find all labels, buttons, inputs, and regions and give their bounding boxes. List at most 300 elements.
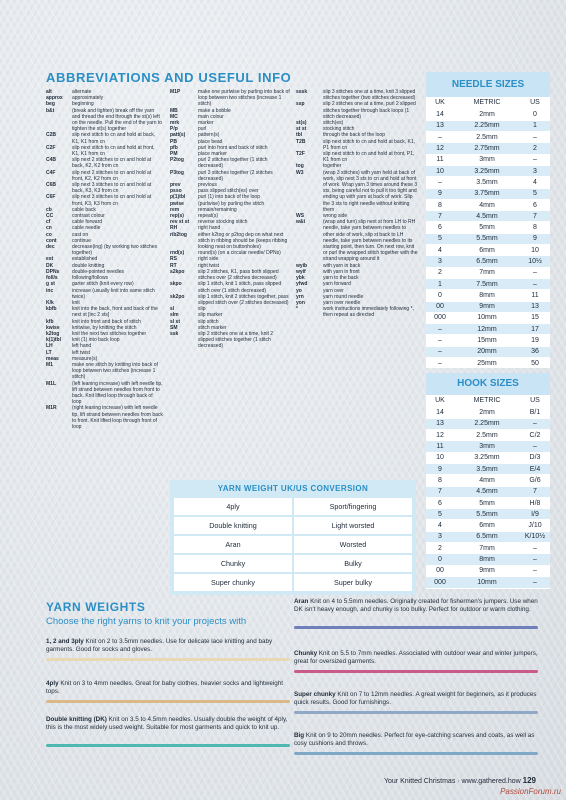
abbreviation-definition: (right leaning increase) with left needle tip, lift strand between needles from back to front. Knit lifted loop through front of loop: [72, 405, 163, 430]
abbreviation-term: C4F: [46, 169, 56, 176]
yarn-conversion-grid: [174, 498, 412, 593]
hook-size-cell: –: [520, 418, 550, 429]
needle-size-row: [426, 165, 550, 176]
abbreviation-term: DPNs: [46, 268, 60, 275]
abbreviation-definition: (wrap 3 stitches) with yarn held at back of work, slip next 3 sts to cn and hold at front of work. Wrap yarn 3 times around these 3 sts, being careful not to pull it too tight and ending up with yarn at back of work. Slip the 3 sts to right needle without knitting them: [323, 169, 418, 213]
needle-size-cell: 10: [426, 165, 454, 176]
hook-size-cell: C/2: [520, 430, 550, 441]
yarn-strand-image: [46, 700, 290, 703]
abbreviation-term: PB: [170, 138, 177, 145]
needle-size-cell: 19: [520, 335, 550, 346]
abbreviation-definition: slip next 2 stitches to cn and hold at front, K2, K2 from cn: [72, 169, 152, 182]
abbreviation-definition: continue: [72, 237, 91, 244]
abbreviation-term: st st: [296, 126, 307, 133]
needle-size-cell: 4.5mm: [454, 211, 520, 222]
hook-size-cell: –: [520, 441, 550, 452]
yarn-weight-description: [294, 732, 538, 749]
needle-sizes-table: [426, 97, 550, 369]
yarn-weights-title: YARN WEIGHTS: [46, 600, 146, 614]
abbreviation-definition: yarn to the back: [323, 275, 359, 282]
hook-size-row: [426, 407, 550, 418]
abbreviation-entry: [296, 170, 418, 213]
abbreviation-term: wyib: [296, 262, 308, 269]
yarn-uk-weight: Chunky: [174, 555, 292, 572]
abbreviations-column-3: [296, 89, 418, 319]
abbreviation-term: yrn: [296, 293, 304, 300]
abbreviation-term: *: [296, 306, 298, 313]
needle-size-cell: 5mm: [454, 222, 520, 233]
hook-size-row: [426, 509, 550, 520]
abbreviations-column-2: [170, 89, 290, 350]
hook-size-cell: 3mm: [454, 441, 520, 452]
abbreviation-definition: established: [72, 256, 98, 263]
abbreviation-definition: purl (1) into back of the loop: [198, 194, 260, 201]
hook-size-cell: 3: [426, 531, 454, 542]
abbreviation-term: rnd(s): [170, 250, 185, 257]
abbreviation-entry: [46, 362, 163, 381]
needle-size-cell: 11: [520, 290, 550, 301]
yarn-weight-name: Big: [294, 732, 305, 739]
abbreviation-definition: right hand: [198, 225, 221, 232]
needle-size-row: [426, 278, 550, 289]
needle-size-cell: 1: [520, 120, 550, 131]
abbreviation-term: P/p: [170, 126, 178, 133]
abbreviation-term: C6F: [46, 194, 56, 201]
yarn-weight-text: Knit on 7 to 12mm needles. A great weight for beginners, as it produces quick results. Good for furnishings.: [294, 691, 537, 707]
abbreviation-term: w&t: [296, 219, 306, 226]
abbreviation-term: DK: [46, 262, 54, 269]
abbreviation-term: co: [46, 231, 52, 238]
abbreviation-definition: marker: [198, 120, 214, 127]
abbreviation-definition: make a bobble: [198, 107, 231, 114]
abbreviation-term: W3: [296, 169, 304, 176]
abbreviation-term: yo: [296, 287, 302, 294]
abbreviation-definition: slip next 3 stitches to cn and hold at back, K3, K3 from cn: [72, 182, 152, 195]
abbreviation-term: inc: [46, 287, 54, 294]
needle-size-cell: –: [520, 154, 550, 165]
needle-size-cell: 2: [520, 143, 550, 154]
hook-size-cell: B/1: [520, 407, 550, 418]
needle-size-cell: 6: [426, 222, 454, 233]
abbreviation-definition: stitch(es): [323, 120, 344, 127]
abbreviation-term: tog: [296, 163, 304, 170]
abbreviation-definition: right side: [198, 256, 219, 263]
abbreviation-definition: slip 2 stitches, K1, pass both slipped stitches over (2 stitches decreased): [198, 268, 279, 282]
abbreviation-term: M1P: [170, 89, 181, 95]
needle-header-metric: METRIC: [473, 99, 501, 107]
needle-size-cell: 4: [426, 245, 454, 256]
needle-size-cell: 7: [520, 211, 550, 222]
hook-size-cell: 9mm: [454, 565, 520, 576]
hook-size-cell: –: [520, 565, 550, 576]
yarn-weight-name: Chunky: [294, 650, 318, 657]
needle-size-row: [426, 188, 550, 199]
abbreviation-term: T2B: [296, 138, 306, 145]
yarn-weight-description: [46, 680, 290, 697]
abbreviation-definition: cable forward: [72, 219, 103, 226]
abbreviation-definition: cable back: [72, 206, 96, 213]
needle-size-cell: 8: [426, 199, 454, 210]
abbreviations-column-1: [46, 89, 163, 430]
abbreviation-definition: pattern(s): [198, 132, 220, 139]
hook-size-cell: 6.5mm: [454, 531, 520, 542]
hook-header-uk: UK: [435, 397, 445, 405]
abbreviation-definition: round(s) (on a circular needle/ DPNs): [198, 250, 281, 257]
abbreviation-entry: [296, 219, 418, 262]
needle-size-cell: –: [520, 267, 550, 278]
needle-size-cell: 11: [426, 154, 454, 165]
hook-sizes-title: HOOK SIZES: [426, 373, 550, 395]
abbreviation-term: sl: [170, 306, 175, 313]
abbreviation-term: tbl: [296, 132, 303, 139]
yarn-weights-subtitle: Choose the right yarns to knit your projects with: [46, 616, 247, 627]
abbreviation-term: psso: [170, 188, 182, 195]
abbreviation-definition: work instructions immediately following *, then repeat as directed: [323, 306, 414, 319]
abbreviation-term: patt(s): [170, 132, 186, 139]
needle-size-cell: 15mm: [454, 335, 520, 346]
hook-sizes-table: [426, 395, 550, 588]
hook-sizes-box: [426, 373, 550, 589]
needle-size-cell: –: [426, 177, 454, 188]
needle-size-row: [426, 154, 550, 165]
abbreviation-term: sk2po: [170, 293, 185, 300]
abbreviation-definition: decrease(ing) (by working two stitches together): [72, 244, 158, 257]
abbreviation-definition: stitch marker: [198, 324, 227, 331]
yarn-uk-weight: Aran: [174, 536, 292, 553]
needle-size-cell: 13: [520, 301, 550, 312]
abbreviation-definition: approximately: [72, 95, 104, 102]
yarn-conversion-row: [174, 498, 412, 517]
needle-size-cell: 17: [520, 324, 550, 335]
hook-size-row: [426, 554, 550, 565]
hook-size-row: [426, 520, 550, 531]
needle-sizes-title: NEEDLE SIZES: [426, 72, 550, 97]
abbreviation-term: kbfb: [46, 306, 57, 313]
hook-size-cell: 4mm: [454, 475, 520, 486]
abbreviation-definition: cast on: [72, 231, 89, 238]
abbreviation-entry: [46, 244, 163, 256]
hook-header-metric: METRIC: [473, 397, 501, 405]
abbreviation-definition: together: [323, 163, 342, 170]
hook-size-cell: 5.5mm: [454, 509, 520, 520]
abbreviation-definition: purl 2 stitches together (1 stitch decreased): [198, 157, 268, 170]
needle-size-row: [426, 120, 550, 131]
abbreviation-term: P2tog: [170, 157, 184, 164]
yarn-weight-description: [46, 638, 290, 655]
hook-size-row: [426, 486, 550, 497]
needle-size-cell: 7mm: [454, 267, 520, 278]
abbreviation-entry: [46, 145, 163, 157]
abbreviation-term: rev st st: [170, 219, 190, 226]
abbreviation-definition: through the back of the loop: [323, 132, 385, 139]
abbreviation-definition: stocking stitch: [323, 126, 355, 133]
abbreviation-term: pfb: [170, 144, 178, 151]
needle-size-cell: 2mm: [454, 109, 520, 120]
abbreviation-entry: [170, 269, 290, 281]
abbreviation-term: skpo: [170, 281, 182, 288]
needle-size-row: [426, 245, 550, 256]
needle-size-cell: 6mm: [454, 245, 520, 256]
needle-size-cell: 36: [520, 346, 550, 357]
abbreviation-definition: yarn forward: [323, 281, 351, 288]
hook-size-cell: –: [520, 576, 550, 587]
hook-size-cell: K/10½: [520, 531, 550, 542]
abbreviation-definition: make one purlwise by purling into back of loop between two stitches (increase 1 stitch): [198, 89, 290, 108]
abbreviation-term: est: [46, 256, 54, 263]
page-title: ABBREVIATIONS AND USEFUL INFO: [46, 70, 292, 85]
yarn-conversion-row: [174, 517, 412, 536]
hook-size-cell: 12: [426, 430, 454, 441]
needle-sizes-box: [426, 72, 550, 368]
abbreviation-term: dec: [46, 244, 55, 251]
needle-size-cell: –: [520, 132, 550, 143]
needle-size-cell: –: [426, 324, 454, 335]
hook-size-row: [426, 430, 550, 441]
needle-size-cell: 14: [426, 109, 454, 120]
hook-size-cell: 6: [426, 497, 454, 508]
needle-size-cell: 8mm: [454, 290, 520, 301]
abbreviation-entry: [46, 405, 163, 430]
hook-size-cell: 000: [426, 576, 454, 587]
needle-size-cell: 2.25mm: [454, 120, 520, 131]
needle-size-cell: 5: [520, 188, 550, 199]
needle-size-row: [426, 312, 550, 323]
hook-size-cell: 14: [426, 407, 454, 418]
abbreviation-term: LT: [46, 349, 52, 356]
needle-size-row: [426, 222, 550, 233]
hook-size-cell: J/10: [520, 520, 550, 531]
abbreviation-entry: [170, 281, 290, 293]
hook-size-cell: 11: [426, 441, 454, 452]
abbreviation-entry: [46, 194, 163, 206]
abbreviation-term: k2tog: [46, 330, 60, 337]
abbreviation-term: RT: [170, 262, 177, 269]
yarn-strand-image: [294, 711, 538, 714]
abbreviation-definition: slip 2 stitches one at a time, purl 2 slipped stitches together through back loops (1 stitch decreased): [323, 101, 416, 120]
abbreviation-term: meas: [46, 355, 59, 362]
abbreviation-definition: wrong side: [323, 213, 348, 220]
abbreviation-definition: following/follows: [72, 275, 109, 282]
abbreviation-definition: slip next stitch to cn and hold at back, K1, K1 from cn: [72, 132, 156, 145]
needle-size-cell: 00: [426, 301, 454, 312]
needle-size-cell: 3.25mm: [454, 165, 520, 176]
needle-size-row: [426, 324, 550, 335]
abbreviation-term: LH: [46, 343, 53, 350]
abbreviation-entry: [46, 381, 163, 406]
abbreviation-definition: purl: [198, 126, 207, 133]
yarn-weight-name: Super chunky: [294, 691, 336, 698]
needle-size-cell: 3.5mm: [454, 177, 520, 188]
yarn-uk-weight: Double knitting: [174, 517, 292, 534]
abbreviation-term: pwise: [170, 200, 184, 207]
abbreviation-entry: [46, 108, 163, 133]
yarn-weight-text: Knit on 3 to 4mm needles. Great for baby clothes, heavier socks and lightweight tops.: [46, 680, 283, 696]
abbreviation-term: cont: [46, 237, 57, 244]
abbreviation-definition: either k2tog or p2tog dep on what next stitch in ribbing should be (keeps ribbing looking neat on buttonholes): [198, 231, 288, 251]
abbreviation-definition: slip 1 stitch, knit 1 stitch, pass slipped stitch over (1 stitch decreased): [198, 281, 282, 294]
abbreviation-term: yfwd: [296, 281, 308, 288]
abbreviation-term: RS: [170, 256, 177, 263]
hook-size-cell: 8: [426, 475, 454, 486]
abbreviation-term: sl st: [170, 318, 181, 325]
abbreviation-definition: double-pointed needles: [72, 268, 124, 275]
watermark: PassionForum.ru: [500, 787, 561, 796]
abbreviation-definition: knit (1) into back loop: [72, 337, 120, 344]
abbreviation-term: cf: [46, 219, 51, 226]
needle-size-cell: 0: [426, 290, 454, 301]
abbreviation-term: yon: [296, 299, 305, 306]
page-number: 129: [522, 776, 536, 785]
yarn-weight-description: [46, 716, 290, 733]
needle-size-row: [426, 143, 550, 154]
needle-size-row: [426, 199, 550, 210]
abbreviation-entry: [296, 89, 418, 101]
needle-size-row: [426, 256, 550, 267]
abbreviation-entry: [296, 151, 418, 163]
abbreviation-definition: measure(s): [72, 355, 98, 362]
needle-size-cell: 20mm: [454, 346, 520, 357]
abbreviation-term: C2F: [46, 144, 56, 151]
yarn-conversion-row: [174, 555, 412, 574]
hook-size-cell: I/9: [520, 509, 550, 520]
hook-size-cell: 4.5mm: [454, 486, 520, 497]
abbreviation-definition: left twist: [72, 349, 91, 356]
needle-size-cell: 50: [520, 358, 550, 369]
yarn-weight-name: 1, 2 and 3ply: [46, 638, 84, 645]
yarn-weight-text: Knit on 4 to 5.5mm needles. Originally created for fishermen's jumpers. Use when DK isn't heavy enough, and chunky is too bulky. Perfect for outdoor or warm clothing.: [294, 598, 538, 614]
abbreviation-term: MB: [170, 107, 178, 114]
abbreviation-definition: garter stitch (knit every row): [72, 281, 134, 288]
hook-size-row: [426, 441, 550, 452]
hook-size-cell: G/6: [520, 475, 550, 486]
abbreviation-term: rep(s): [170, 213, 184, 220]
yarn-conversion-box: [170, 480, 416, 595]
abbreviation-definition: previous: [198, 182, 217, 189]
abbreviation-term: ssk: [170, 330, 179, 337]
abbreviation-term: M1: [46, 361, 53, 368]
abbreviation-term: rib2tog: [170, 231, 187, 238]
abbreviation-term: s2kpo: [170, 268, 185, 275]
needle-size-cell: 7.5mm: [454, 278, 520, 289]
abbreviation-term: mrk: [170, 120, 180, 127]
needle-size-cell: 2: [426, 267, 454, 278]
abbreviation-definition: pass slipped stitch(es) over: [198, 188, 259, 195]
abbreviation-term: MC: [170, 113, 178, 120]
abbreviation-definition: purl 3 stitches together (2 stitches decreased): [198, 169, 273, 182]
abbreviation-term: C6B: [46, 182, 57, 189]
yarn-conversion-row: [174, 536, 412, 555]
footer-text: Your Knitted Christmas · www.gathered.how: [383, 778, 521, 785]
needle-size-cell: 5: [426, 233, 454, 244]
abbreviation-definition: slip next stitch to cn and hold at back, K1, P1 from cn: [323, 138, 415, 151]
abbreviation-term: slm: [170, 312, 179, 319]
abbreviation-definition: left hand: [72, 343, 92, 350]
abbreviation-definition: cable needle: [72, 225, 101, 232]
abbreviation-definition: slip 1 stitch, knit 2 stitches together, pass slipped stitch over (2 stitches decreased): [198, 293, 289, 306]
abbreviation-term: M1L: [46, 380, 56, 387]
abbreviation-entry: [296, 306, 418, 318]
abbreviation-definition: slip 3 stitches one at a time, knit 3 slipped stitches together (two stitches decreased): [323, 89, 416, 102]
yarn-us-weight: Light worsted: [294, 517, 412, 534]
yarn-weight-text: Knit on 5.5 to 7mm needles. Associated with outdoor wear and winter jumpers, great for oversized garments.: [294, 650, 538, 666]
abbreviation-definition: knit: [72, 299, 80, 306]
hook-size-cell: 10mm: [454, 576, 520, 587]
abbreviation-term: SM: [170, 324, 178, 331]
hook-size-row: [426, 475, 550, 486]
needle-size-cell: 3mm: [454, 154, 520, 165]
needle-size-cell: 3: [520, 165, 550, 176]
abbreviation-entry: [170, 232, 290, 251]
yarn-weight-description: [294, 691, 538, 708]
needle-size-cell: –: [520, 278, 550, 289]
hook-size-cell: 9: [426, 463, 454, 474]
hook-size-cell: 13: [426, 418, 454, 429]
needle-header-us: US: [530, 99, 540, 107]
abbreviation-term: alt: [46, 89, 52, 95]
needle-size-cell: –: [426, 132, 454, 143]
hook-header-us: US: [530, 397, 540, 405]
abbreviation-definition: (break and tighten) break off the yarn and thread the end through the st(s) left on the needle. Pull the end of the yarn to tighten the st(s) together: [72, 107, 163, 133]
abbreviation-definition: main colour: [198, 113, 224, 120]
needle-size-cell: 1: [426, 278, 454, 289]
needle-size-row: [426, 301, 550, 312]
needle-size-cell: 7: [426, 211, 454, 222]
abbreviation-definition: knitwise, by knitting the stitch: [72, 324, 137, 331]
needle-size-cell: 10mm: [454, 312, 520, 323]
yarn-weight-name: Aran: [294, 598, 309, 605]
abbreviation-definition: yarn over needle: [323, 299, 361, 306]
hook-size-cell: 7mm: [454, 543, 520, 554]
abbreviation-definition: yarn round needle: [323, 293, 364, 300]
needle-size-cell: 10: [520, 245, 550, 256]
yarn-conversion-row: [174, 574, 412, 593]
hook-size-row: [426, 497, 550, 508]
yarn-us-weight: Worsted: [294, 536, 412, 553]
yarn-conversion-title: YARN WEIGHT UK/US CONVERSION: [217, 484, 369, 493]
abbreviation-term: prev: [170, 182, 181, 189]
hook-size-cell: –: [520, 554, 550, 565]
needle-size-row: [426, 132, 550, 143]
abbreviation-definition: yarn over: [323, 287, 344, 294]
abbreviation-entry: [296, 139, 418, 151]
needle-size-cell: 12: [426, 143, 454, 154]
abbreviation-term: wyif: [296, 268, 306, 275]
hook-size-cell: 00: [426, 565, 454, 576]
abbreviation-definition: right twist: [198, 262, 220, 269]
needle-size-row: [426, 109, 550, 120]
hook-size-cell: 7: [520, 486, 550, 497]
needle-size-cell: 13: [426, 120, 454, 131]
needle-size-cell: 5.5mm: [454, 233, 520, 244]
needle-size-cell: 12mm: [454, 324, 520, 335]
abbreviation-entry: [46, 157, 163, 169]
abbreviation-entry: [46, 170, 163, 182]
hook-size-cell: –: [520, 543, 550, 554]
hook-size-cell: 3.25mm: [454, 452, 520, 463]
needle-size-row: [426, 177, 550, 188]
abbreviation-term: k(1)tbl: [46, 337, 61, 344]
abbreviation-entry: [170, 294, 290, 306]
abbreviation-definition: slip 2 stitches one at a time, knit 2 slipped stitches together (1 stitch decreased): [198, 330, 274, 350]
abbreviation-entry: [170, 157, 290, 169]
needle-size-row: [426, 233, 550, 244]
yarn-weight-text: Knit on 3.5 to 4.5mm needles. Usually double the weight of 4ply, this is the most widely used weight. Suitable for most garments and quick to knit up.: [46, 716, 288, 732]
yarn-weight-text: Knit on 2 to 3.5mm needles. Use for delicate lace knitting and baby garments. Good for socks and gloves.: [46, 638, 273, 654]
abbreviation-term: WS: [296, 213, 305, 220]
abbreviation-term: beg: [46, 101, 55, 108]
abbreviation-entry: [170, 170, 290, 182]
yarn-uk-weight: 4ply: [174, 498, 292, 515]
